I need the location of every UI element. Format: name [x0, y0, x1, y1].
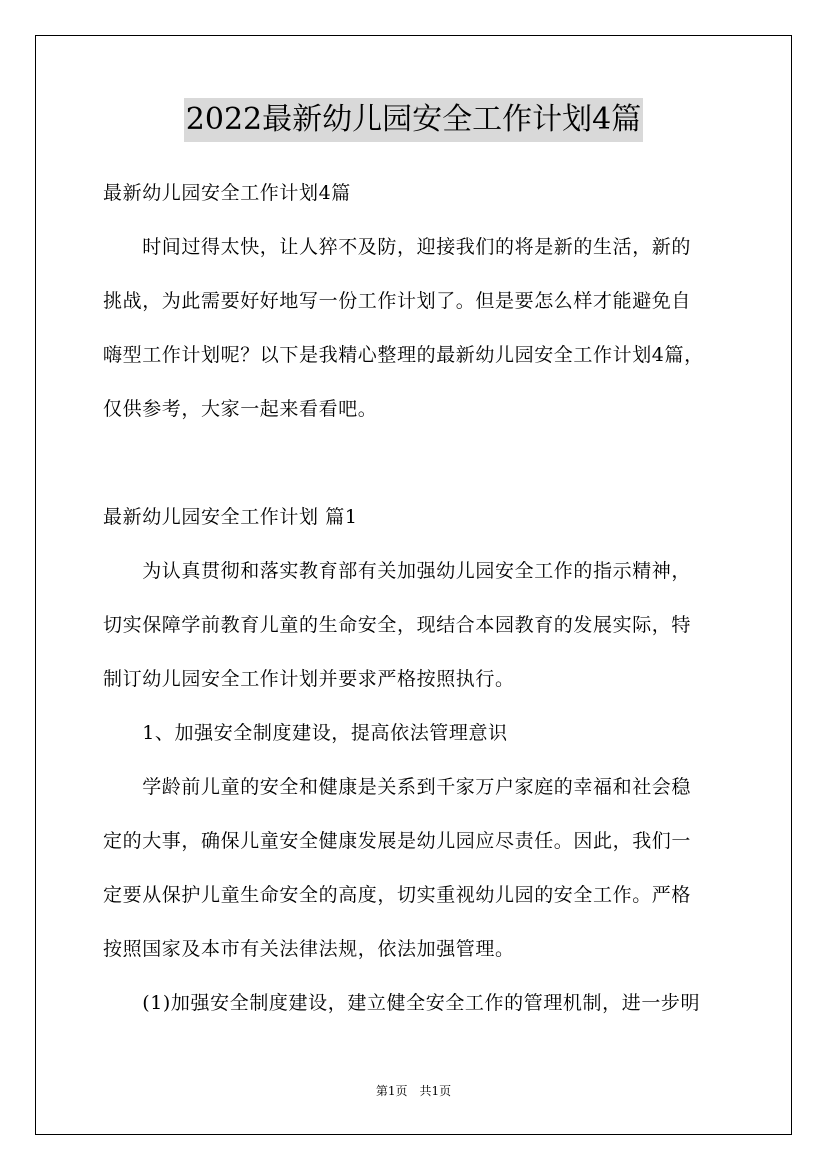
paragraph-line: 学龄前儿童的安全和健康是关系到千家万户家庭的幸福和社会稳 [103, 776, 692, 798]
paragraph-line: 仅供参考，大家一起来看看吧。 [103, 398, 378, 420]
paragraph-line: 按照国家及本市有关法律法规，依法加强管理。 [103, 938, 515, 960]
paragraph-line: 定要从保护儿童生命安全的高度，切实重视幼儿园的安全工作。严格 [103, 884, 692, 906]
section-heading: 最新幼儿园安全工作计划4篇 [103, 182, 351, 204]
subheading-line: 1、加强安全制度建设，提高依法管理意识 [103, 722, 508, 744]
document-title: 2022最新幼儿园安全工作计划4篇 [184, 98, 643, 142]
title-container [0, 98, 827, 142]
paragraph-line: 为认真贯彻和落实教育部有关加强幼儿园安全工作的指示精神， [103, 560, 692, 582]
paragraph-line: 时间过得太快，让人猝不及防，迎接我们的将是新的生活，新的 [103, 236, 692, 258]
paragraph-line: 切实保障学前教育儿童的生命安全，现结合本园教育的发展实际，特 [103, 614, 692, 636]
paragraph-line: 嗨型工作计划呢？以下是我精心整理的最新幼儿园安全工作计划4篇， [103, 344, 704, 366]
paragraph-line: 挑战，为此需要好好地写一份工作计划了。但是要怎么样才能避免自 [103, 290, 692, 312]
paragraph-line: 定的大事，确保儿童安全健康发展是幼儿园应尽责任。因此，我们一 [103, 830, 692, 852]
paragraph-line: (1)加强安全制度建设，建立健全安全工作的管理机制，进一步明 [103, 992, 701, 1014]
section-heading: 最新幼儿园安全工作计划 篇1 [103, 506, 358, 528]
paragraph-line: 制订幼儿园安全工作计划并要求严格按照执行。 [103, 668, 515, 690]
page-footer: 第1页 共1页 [375, 1084, 452, 1098]
